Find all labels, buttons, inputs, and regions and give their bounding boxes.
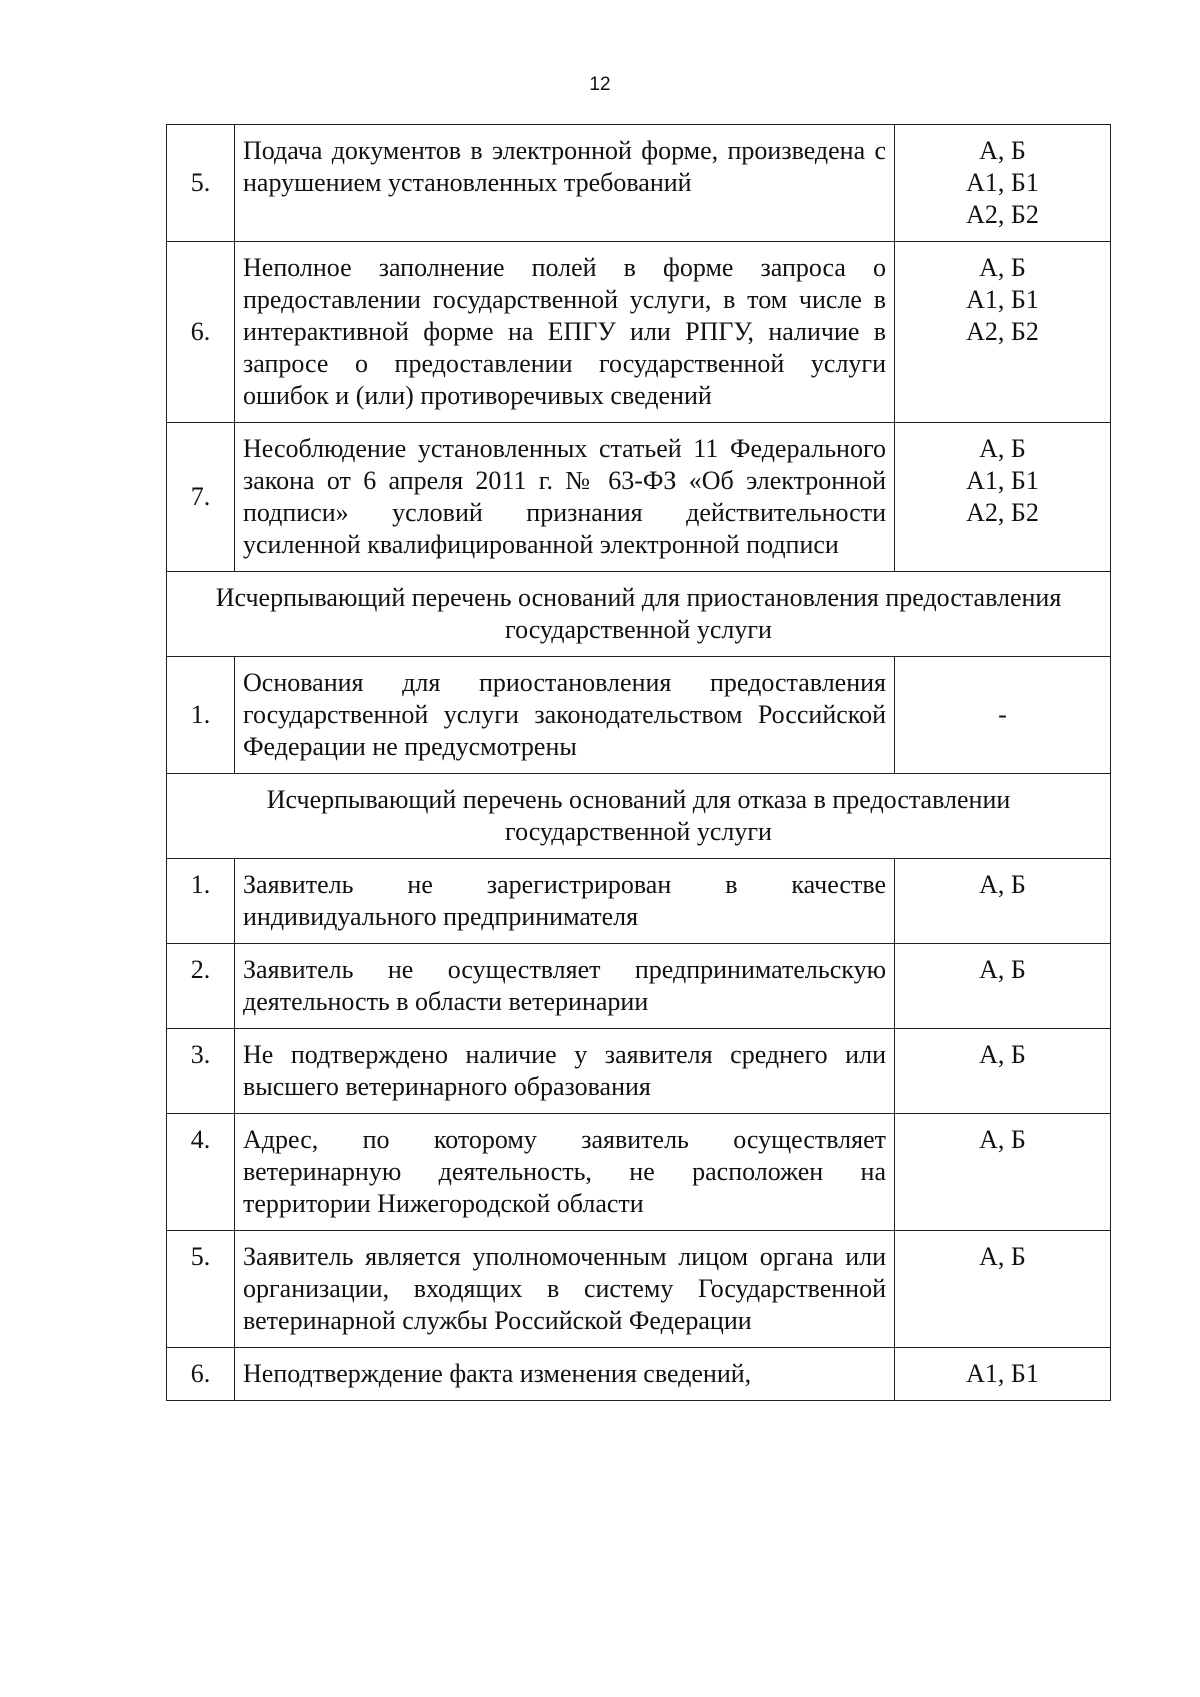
code-line: А, Б xyxy=(979,253,1026,282)
code-line: А, Б xyxy=(979,136,1026,165)
section-header-suspension: Исчерпывающий перечень оснований для приостановления предоставления государственной услуги xyxy=(167,572,1111,657)
row-text: Подача документов в электронной форме, произведена с нарушением установленных требований xyxy=(235,125,895,242)
table-row xyxy=(167,1348,1111,1401)
code-line: А1, Б1 xyxy=(966,285,1039,314)
row-codes: А, Б xyxy=(895,1029,1111,1114)
table-row xyxy=(167,657,1111,774)
code-line: А1, Б1 xyxy=(966,168,1039,197)
row-text: Заявитель не зарегистрирован в качестве индивидуального предпринимателя xyxy=(235,859,895,944)
row-number: 7. xyxy=(167,423,235,572)
row-codes xyxy=(895,242,1111,423)
row-text: Несоблюдение установленных статьей 11 Федерального закона от 6 апреля 2011 г. № 63-ФЗ «Об электронной подписи» условий признания действительности усиленной квалифицированной электронной подписи xyxy=(235,423,895,572)
section-header-row xyxy=(167,572,1111,657)
row-text: Основания для приостановления предоставления государственной услуги законодательством Российской Федерации не предусмотрены xyxy=(235,657,895,774)
row-number: 3. xyxy=(167,1029,235,1114)
row-number: 6. xyxy=(167,1348,235,1401)
code-line: А2, Б2 xyxy=(966,498,1039,527)
table-row xyxy=(167,1029,1111,1114)
table-row xyxy=(167,242,1111,423)
code-line: А, Б xyxy=(979,434,1026,463)
row-codes: А, Б xyxy=(895,944,1111,1029)
row-text: Адрес, по которому заявитель осуществляет ветеринарную деятельность, не расположен на территории Нижегородской области xyxy=(235,1114,895,1231)
row-number: 4. xyxy=(167,1114,235,1231)
row-number: 1. xyxy=(167,859,235,944)
row-codes: - xyxy=(895,657,1111,774)
row-codes: А, Б xyxy=(895,859,1111,944)
row-codes: А, Б xyxy=(895,1114,1111,1231)
row-text: Заявитель является уполномоченным лицом органа или организации, входящих в систему Государственной ветеринарной службы Российской Федерации xyxy=(235,1231,895,1348)
row-number: 5. xyxy=(167,1231,235,1348)
table-row xyxy=(167,1231,1111,1348)
row-codes: А1, Б1 xyxy=(895,1348,1111,1401)
table-row xyxy=(167,423,1111,572)
table-row xyxy=(167,944,1111,1029)
row-text: Неполное заполнение полей в форме запроса о предоставлении государственной услуги, в том числе в интерактивной форме на ЕПГУ или РПГУ, наличие в запросе о предоставлении государственной услуги ошибок и (или) противоречивых сведений xyxy=(235,242,895,423)
row-text: Заявитель не осуществляет предпринимательскую деятельность в области ветеринарии xyxy=(235,944,895,1029)
row-codes xyxy=(895,423,1111,572)
table-row xyxy=(167,125,1111,242)
row-codes xyxy=(895,125,1111,242)
grounds-table xyxy=(166,124,1111,1401)
section-header-row xyxy=(167,774,1111,859)
row-number: 1. xyxy=(167,657,235,774)
code-line: А2, Б2 xyxy=(966,317,1039,346)
row-text: Не подтверждено наличие у заявителя среднего или высшего ветеринарного образования xyxy=(235,1029,895,1114)
table-row xyxy=(167,1114,1111,1231)
row-text: Неподтверждение факта изменения сведений, xyxy=(235,1348,895,1401)
table-row xyxy=(167,859,1111,944)
code-line: А1, Б1 xyxy=(966,466,1039,495)
section-header-refusal: Исчерпывающий перечень оснований для отказа в предоставлении государственной услуги xyxy=(167,774,1111,859)
row-codes: А, Б xyxy=(895,1231,1111,1348)
code-line: А2, Б2 xyxy=(966,200,1039,229)
row-number: 5. xyxy=(167,125,235,242)
row-number: 2. xyxy=(167,944,235,1029)
row-number: 6. xyxy=(167,242,235,423)
page-number: 12 xyxy=(589,74,611,95)
